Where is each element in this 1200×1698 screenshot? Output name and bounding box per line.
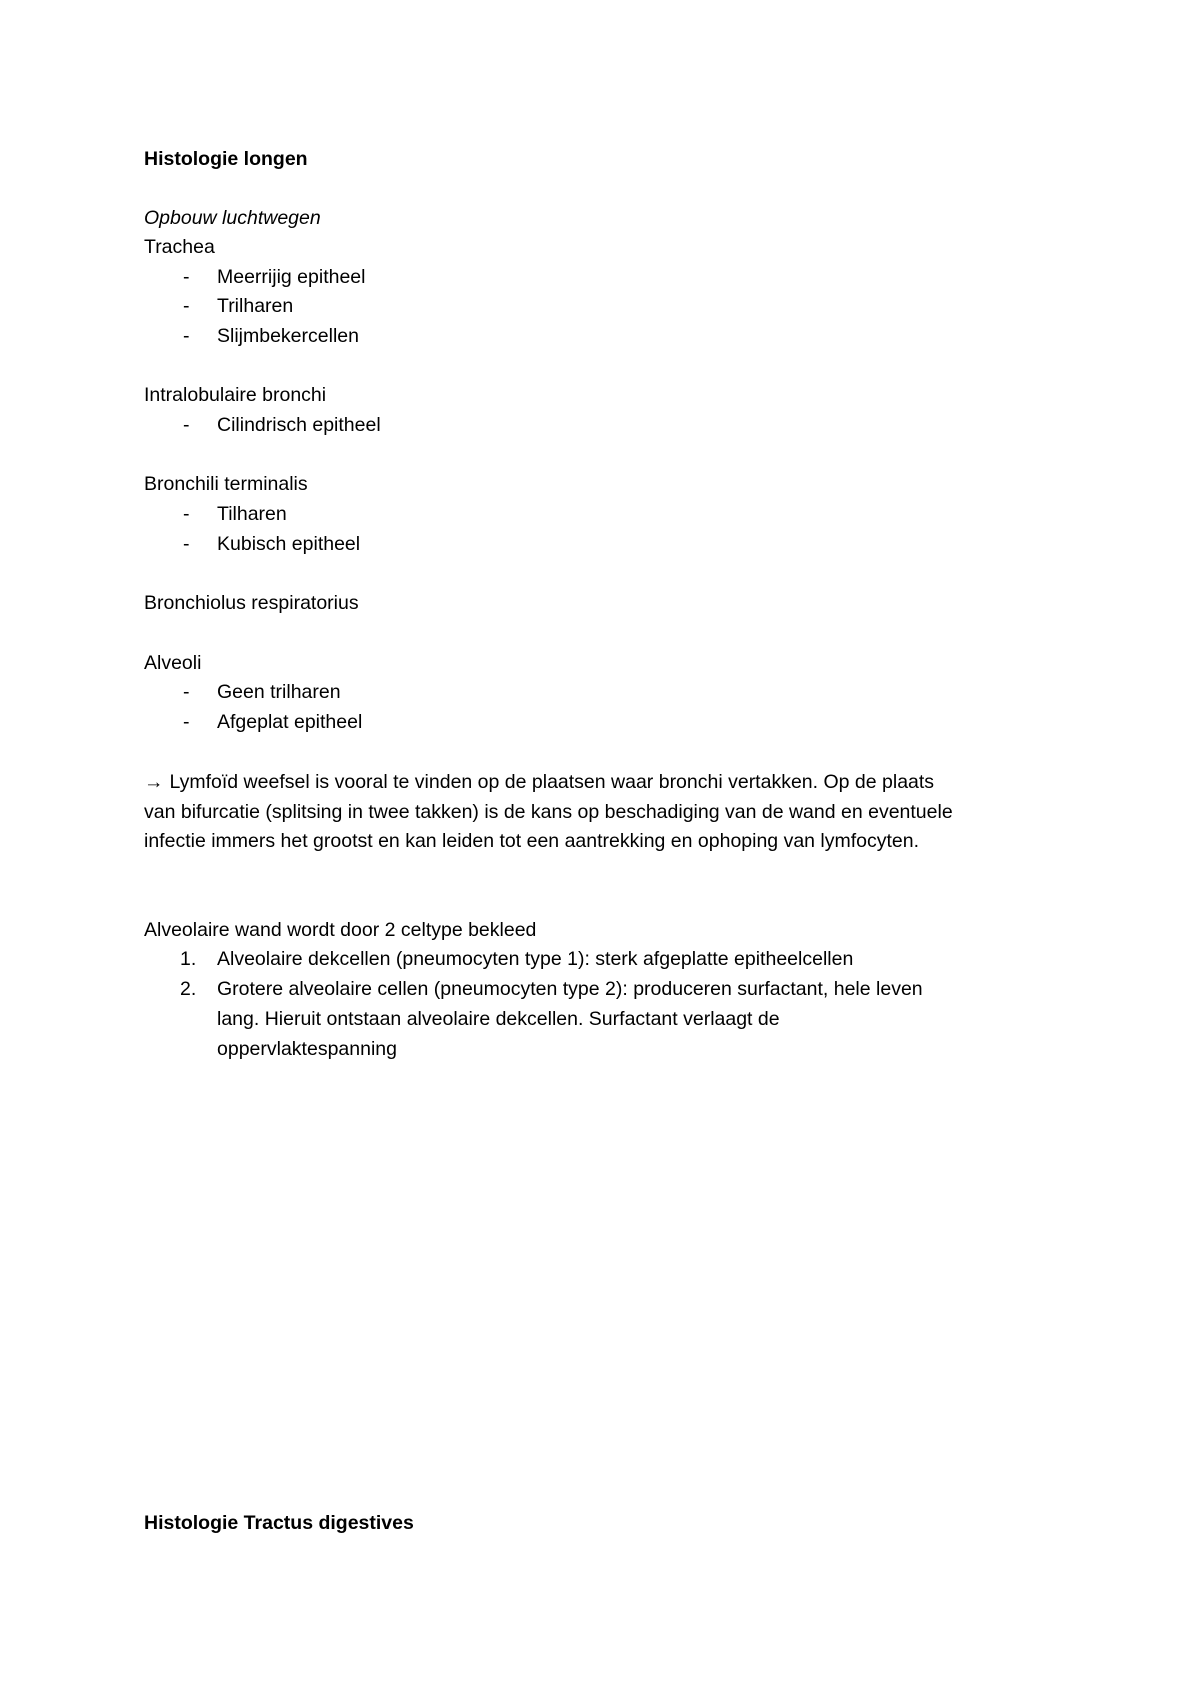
next-section-title: Histologie Tractus digestives [144,1512,414,1534]
page-title: Histologie longen [144,148,308,170]
numbered-item-continuation: lang. Hieruit ontstaan alveolaire dekcellen. Surfactant verlaagt de [217,1008,780,1030]
list-number: 1. [180,948,197,970]
list-item: Trilharen [217,295,294,317]
bullet-dash: - [183,295,190,317]
bullet-dash: - [183,414,190,436]
wall-intro: Alveolaire wand wordt door 2 celtype bekleed [144,919,537,941]
group-heading-bronchili-terminalis: Bronchili terminalis [144,473,308,495]
numbered-item: Grotere alveolaire cellen (pneumocyten type 2): produceren surfactant, hele leven [217,978,923,1000]
numbered-item-continuation: oppervlaktespanning [217,1038,397,1060]
numbered-item: Alveolaire dekcellen (pneumocyten type 1): sterk afgeplatte epitheelcellen [217,948,854,970]
group-heading-bronchiolus-respiratorius: Bronchiolus respiratorius [144,592,359,614]
list-item: Afgeplat epitheel [217,711,363,733]
bullet-dash: - [183,503,190,525]
group-heading-alveoli: Alveoli [144,652,202,674]
note-line: infectie immers het grootst en kan leiden tot een aantrekking en ophoping van lymfocyten. [144,830,920,852]
list-item: Tilharen [217,503,287,525]
bullet-dash: - [183,681,190,703]
section-heading: Opbouw luchtwegen [144,207,321,229]
list-item: Slijmbekercellen [217,325,359,347]
bullet-dash: - [183,711,190,733]
bullet-dash: - [183,533,190,555]
note-text: Lymfoïd weefsel is vooral te vinden op de plaatsen waar bronchi vertakken. Op de plaats [169,771,935,793]
list-number: 2. [180,978,197,1000]
note-line [144,767,934,797]
list-item: Meerrijig epitheel [217,266,366,288]
list-item: Kubisch epitheel [217,533,361,555]
list-item: Geen trilharen [217,681,341,703]
arrow-icon: → [144,771,164,793]
bullet-dash: - [183,266,190,288]
group-heading-trachea: Trachea [144,236,215,258]
list-item: Cilindrisch epitheel [217,414,381,436]
bullet-dash: - [183,325,190,347]
group-heading-intralobulaire-bronchi: Intralobulaire bronchi [144,384,327,406]
note-line: van bifurcatie (splitsing in twee takken) is de kans op beschadiging van de wand en eventuele [144,801,953,823]
